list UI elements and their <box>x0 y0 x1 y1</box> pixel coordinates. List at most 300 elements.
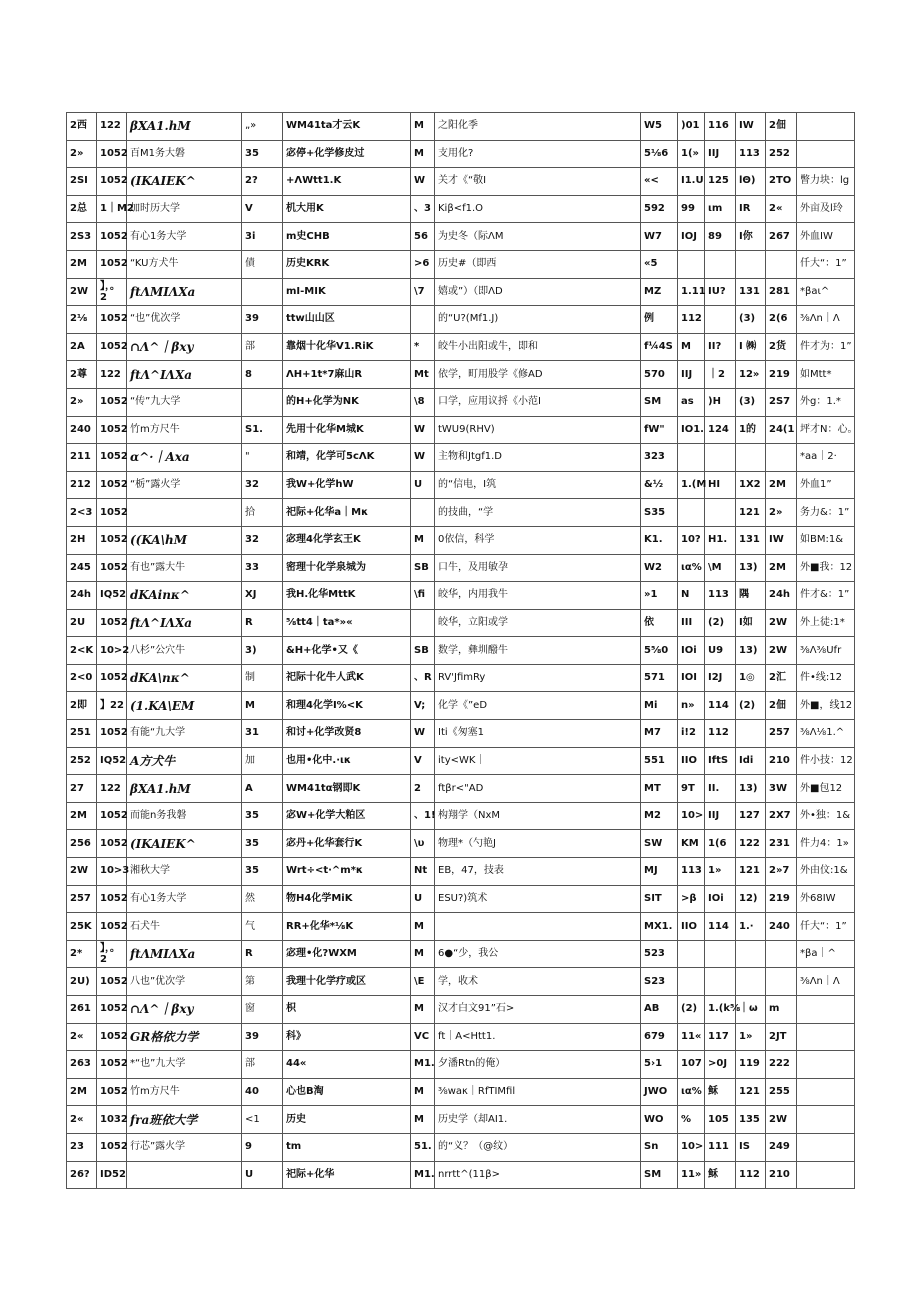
cell-code: 1052 <box>97 444 127 472</box>
cell-num-c: >0J <box>705 1051 736 1079</box>
cell-num-b: 11« <box>678 1023 705 1051</box>
cell-course: 物理*（勺艳J <box>435 830 641 858</box>
cell-num-d <box>736 968 766 996</box>
cell-num-b: 11» <box>678 1161 705 1189</box>
cell-name: dKAinκ^ <box>127 582 242 610</box>
cell-department: 我H.化华MttK <box>283 582 411 610</box>
cell-code: 1052 <box>97 416 127 444</box>
cell-num-c: II? <box>705 333 736 361</box>
cell-tag: 第 <box>242 968 283 996</box>
cell-num-a: MX1. <box>641 913 678 941</box>
cell-num-c: ｜2 <box>705 361 736 389</box>
cell-id: 25K <box>67 913 97 941</box>
cell-department: RR+化华*⅛K <box>283 913 411 941</box>
cell-tag: 窗 <box>242 996 283 1024</box>
cell-name: α^·｜Axa <box>127 444 242 472</box>
cell-num-c: 114 <box>705 913 736 941</box>
cell-name: βXA1.hM <box>127 113 242 141</box>
cell-id: 2M <box>67 1078 97 1106</box>
table-row <box>67 333 855 361</box>
cell-num-e: 2货 <box>766 333 797 361</box>
cell-tag: A <box>242 775 283 803</box>
cell-num-a: 551 <box>641 747 678 775</box>
cell-num-b: 10> <box>678 1133 705 1161</box>
cell-department: ⅝tt4｜ta*»« <box>283 609 411 637</box>
cell-name: 竹m方尺牛 <box>127 416 242 444</box>
cell-num-a: Mi <box>641 692 678 720</box>
cell-course: 学，收术 <box>435 968 641 996</box>
cell-num-c: I2J <box>705 664 736 692</box>
table-row <box>67 444 855 472</box>
cell-id: 2尊 <box>67 361 97 389</box>
cell-num-e: 2»7 <box>766 858 797 886</box>
cell-tag: 債 <box>242 250 283 278</box>
cell-department: WM41ta才云K <box>283 113 411 141</box>
cell-name: ftΛMIΛXa <box>127 940 242 968</box>
cell-department: 物H4化学MiK <box>283 885 411 913</box>
table-row <box>67 278 855 306</box>
cell-num-e <box>766 444 797 472</box>
cell-tag: 9 <box>242 1133 283 1161</box>
cell-name: (1.KA\EM <box>127 692 242 720</box>
cell-num-a: W2 <box>641 554 678 582</box>
cell-name: *“也”九大学 <box>127 1051 242 1079</box>
table-row <box>67 637 855 665</box>
cell-id: 2W <box>67 278 97 306</box>
cell-id: 2* <box>67 940 97 968</box>
cell-num-d: (2) <box>736 692 766 720</box>
cell-num-b: >β <box>678 885 705 913</box>
cell-department: 宓W+化学大粕区 <box>283 802 411 830</box>
cell-tag: 31 <box>242 720 283 748</box>
cell-tag: 35 <box>242 830 283 858</box>
cell-course <box>435 913 641 941</box>
cell-note: 外68IW <box>797 885 855 913</box>
table-row <box>67 554 855 582</box>
cell-num-a: SW <box>641 830 678 858</box>
cell-num-b: 9T <box>678 775 705 803</box>
cell-num-a: M7 <box>641 720 678 748</box>
cell-name: ∩Λ^｜βxy <box>127 996 242 1024</box>
cell-name: 有心1务大学 <box>127 885 242 913</box>
cell-num-b: IIO <box>678 913 705 941</box>
cell-course: 皎华，内用我牛 <box>435 582 641 610</box>
cell-id: 2SI <box>67 168 97 196</box>
cell-department: 我理十化学疗或区 <box>283 968 411 996</box>
cell-name: “也”优次学 <box>127 306 242 334</box>
cell-num-e: 281 <box>766 278 797 306</box>
cell-mark: \E <box>411 968 435 996</box>
cell-id: 257 <box>67 885 97 913</box>
cell-mark: 、3 <box>411 195 435 223</box>
cell-department: ΛH+1t*7麻山R <box>283 361 411 389</box>
cell-num-d: 1.· <box>736 913 766 941</box>
cell-course: 支用化? <box>435 140 641 168</box>
cell-name: (IKAIEK^ <box>127 168 242 196</box>
cell-code: 10>2 <box>97 637 127 665</box>
cell-tag: 加 <box>242 747 283 775</box>
cell-num-a: 592 <box>641 195 678 223</box>
cell-num-e <box>766 968 797 996</box>
cell-num-a: SM <box>641 388 678 416</box>
cell-num-c: )H <box>705 388 736 416</box>
cell-note: 外由伩:1& <box>797 858 855 886</box>
cell-course: tWU9(RHV) <box>435 416 641 444</box>
cell-num-e: 219 <box>766 885 797 913</box>
cell-tag: 拾 <box>242 499 283 527</box>
cell-num-d: ｜ω <box>736 996 766 1024</box>
table-row <box>67 858 855 886</box>
cell-num-b: n» <box>678 692 705 720</box>
cell-tag <box>242 388 283 416</box>
table-row <box>67 168 855 196</box>
cell-department: 先用十化华M城K <box>283 416 411 444</box>
cell-num-d: 12» <box>736 361 766 389</box>
cell-code: IQ52 <box>97 582 127 610</box>
cell-code: 1052 <box>97 802 127 830</box>
cell-code: 1052 <box>97 720 127 748</box>
cell-course: ⅜waκ｜RfTIMfil <box>435 1078 641 1106</box>
cell-num-c: \M <box>705 554 736 582</box>
cell-tag: 35 <box>242 140 283 168</box>
cell-note: 仟大“：1” <box>797 913 855 941</box>
cell-mark: 2 <box>411 775 435 803</box>
cell-num-a: AB <box>641 996 678 1024</box>
cell-id: 2U) <box>67 968 97 996</box>
cell-num-e: 2W <box>766 1106 797 1134</box>
cell-num-d: Idi <box>736 747 766 775</box>
cell-course: 数学，彝圳醱牛 <box>435 637 641 665</box>
cell-id: 240 <box>67 416 97 444</box>
cell-num-e: 257 <box>766 720 797 748</box>
cell-note: *βaι^ <box>797 278 855 306</box>
cell-name: βXA1.hM <box>127 775 242 803</box>
cell-num-a: «5 <box>641 250 678 278</box>
cell-num-e: 24h <box>766 582 797 610</box>
cell-num-c: U9 <box>705 637 736 665</box>
table-row <box>67 775 855 803</box>
table-row <box>67 471 855 499</box>
cell-name: 百M1务大磐 <box>127 140 242 168</box>
cell-department: ttw山山区 <box>283 306 411 334</box>
cell-code: 1052 <box>97 471 127 499</box>
cell-mark: V <box>411 747 435 775</box>
cell-num-c <box>705 968 736 996</box>
cell-mark: M <box>411 1106 435 1134</box>
cell-num-e: 2X7 <box>766 802 797 830</box>
cell-department: 也用•化中.·ικ <box>283 747 411 775</box>
cell-department: 宓理4化学玄王K <box>283 526 411 554</box>
cell-num-c: H1. <box>705 526 736 554</box>
cell-tag: XJ <box>242 582 283 610</box>
cell-name: 石犬牛 <box>127 913 242 941</box>
cell-tag: 2? <box>242 168 283 196</box>
cell-id: 2U <box>67 609 97 637</box>
cell-mark: M <box>411 940 435 968</box>
cell-department: 和理4化学I%<K <box>283 692 411 720</box>
cell-num-d: (3) <box>736 388 766 416</box>
cell-course: 历史#（即西 <box>435 250 641 278</box>
cell-course: 6●“少，我公 <box>435 940 641 968</box>
cell-name: ftΛ^IΛXa <box>127 609 242 637</box>
cell-num-b: KM <box>678 830 705 858</box>
cell-department: 和靖，化学可5cΛK <box>283 444 411 472</box>
cell-department: 的H+化学为NK <box>283 388 411 416</box>
cell-num-b: 113 <box>678 858 705 886</box>
cell-num-a: 571 <box>641 664 678 692</box>
cell-id: 2« <box>67 1106 97 1134</box>
cell-id: 27 <box>67 775 97 803</box>
cell-code: 1｜M2 <box>97 195 127 223</box>
cell-code: 1052 <box>97 168 127 196</box>
cell-num-a: Sn <box>641 1133 678 1161</box>
cell-note <box>797 1051 855 1079</box>
cell-num-c <box>705 306 736 334</box>
cell-note: 件力4：1» <box>797 830 855 858</box>
cell-name: dKA\nκ^ <box>127 664 242 692</box>
cell-mark: M <box>411 996 435 1024</box>
cell-num-c: 1(6 <box>705 830 736 858</box>
cell-code: 1052 <box>97 388 127 416</box>
cell-num-e: 249 <box>766 1133 797 1161</box>
cell-mark: \8 <box>411 388 435 416</box>
cell-num-b: I1.U <box>678 168 705 196</box>
cell-code: 1052 <box>97 885 127 913</box>
cell-num-a: SM <box>641 1161 678 1189</box>
cell-num-a: 570 <box>641 361 678 389</box>
cell-num-a: 5›1 <box>641 1051 678 1079</box>
cell-note: ⅜Λn｜Λ <box>797 306 855 334</box>
cell-num-c: 稣 <box>705 1161 736 1189</box>
cell-code: 1052 <box>97 1133 127 1161</box>
cell-course: ity<WK｜ <box>435 747 641 775</box>
cell-num-b <box>678 940 705 968</box>
cell-code: 1052 <box>97 1023 127 1051</box>
cell-department: +ΛWtt1.K <box>283 168 411 196</box>
table-row <box>67 1078 855 1106</box>
cell-num-c <box>705 444 736 472</box>
table-row <box>67 830 855 858</box>
cell-note: 仟大“：1” <box>797 250 855 278</box>
cell-num-b: 1.11 <box>678 278 705 306</box>
cell-name: fra班依大学 <box>127 1106 242 1134</box>
cell-id: 212 <box>67 471 97 499</box>
cell-course: 口牛，及用敏孕 <box>435 554 641 582</box>
cell-code: IQ52 <box>97 747 127 775</box>
cell-mark: \7 <box>411 278 435 306</box>
cell-num-e: 3W <box>766 775 797 803</box>
cell-num-e: 252 <box>766 140 797 168</box>
cell-note: 如Mtt* <box>797 361 855 389</box>
cell-tag: M <box>242 692 283 720</box>
table-row <box>67 885 855 913</box>
cell-id: 252 <box>67 747 97 775</box>
table-body <box>67 113 858 1189</box>
cell-num-e: 2佃 <box>766 692 797 720</box>
cell-num-b: ια% <box>678 1078 705 1106</box>
cell-num-b: 1.(M <box>678 471 705 499</box>
cell-num-d: 119 <box>736 1051 766 1079</box>
table-row <box>67 361 855 389</box>
cell-mark: Mt <box>411 361 435 389</box>
cell-id: 2<3 <box>67 499 97 527</box>
cell-num-d: IW <box>736 113 766 141</box>
cell-tag: R <box>242 940 283 968</box>
cell-course: 夕潘Rtn的俺） <box>435 1051 641 1079</box>
cell-num-c: ιm <box>705 195 736 223</box>
cell-id: 2即 <box>67 692 97 720</box>
cell-num-b: IOI <box>678 664 705 692</box>
cell-num-b: (2) <box>678 996 705 1024</box>
cell-id: 2<0 <box>67 664 97 692</box>
cell-name: A方犬牛 <box>127 747 242 775</box>
cell-num-c <box>705 250 736 278</box>
cell-num-d: lΘ) <box>736 168 766 196</box>
cell-num-d: 1» <box>736 1023 766 1051</box>
cell-course: 的“U?(Mf1.J) <box>435 306 641 334</box>
cell-num-d: I你 <box>736 223 766 251</box>
cell-id: 256 <box>67 830 97 858</box>
cell-num-a: W7 <box>641 223 678 251</box>
cell-course: 0依信，科学 <box>435 526 641 554</box>
cell-course: 汉才白文91”石> <box>435 996 641 1024</box>
cell-num-b: IIO <box>678 747 705 775</box>
cell-id: 2总 <box>67 195 97 223</box>
table-row <box>67 250 855 278</box>
cell-note: 务力&：1” <box>797 499 855 527</box>
cell-tag: 39 <box>242 1023 283 1051</box>
cell-num-c: 113 <box>705 582 736 610</box>
cell-tag: 然 <box>242 885 283 913</box>
cell-num-c: 稣 <box>705 1078 736 1106</box>
cell-mark: M <box>411 113 435 141</box>
cell-id: 2M <box>67 250 97 278</box>
cell-num-e: 267 <box>766 223 797 251</box>
cell-department: 祀际+化华a｜Mκ <box>283 499 411 527</box>
cell-name: ftΛ^IΛXa <box>127 361 242 389</box>
cell-code: 】，。 2 <box>97 278 127 306</box>
cell-tag: 32 <box>242 471 283 499</box>
cell-note: 外■包12 <box>797 775 855 803</box>
cell-id: 24h <box>67 582 97 610</box>
cell-code: 】22 <box>97 692 127 720</box>
cell-num-d: IR <box>736 195 766 223</box>
cell-num-c: HI <box>705 471 736 499</box>
cell-num-a: 679 <box>641 1023 678 1051</box>
cell-mark: 56 <box>411 223 435 251</box>
cell-note: 外血IW <box>797 223 855 251</box>
cell-course: 关才《“敬I <box>435 168 641 196</box>
cell-num-b: % <box>678 1106 705 1134</box>
cell-mark: 、R <box>411 664 435 692</box>
cell-code: 1052 <box>97 1051 127 1079</box>
cell-mark: M <box>411 526 435 554</box>
cell-department: 密理十化学泉城为 <box>283 554 411 582</box>
cell-tag: 33 <box>242 554 283 582</box>
cell-num-c: 124 <box>705 416 736 444</box>
table-row <box>67 1133 855 1161</box>
cell-num-e: 222 <box>766 1051 797 1079</box>
cell-id: 2» <box>67 140 97 168</box>
cell-department: 祀际+化华 <box>283 1161 411 1189</box>
cell-num-c: 1.(k⅝ <box>705 996 736 1024</box>
cell-mark: M <box>411 1078 435 1106</box>
cell-name: 行芯”露火学 <box>127 1133 242 1161</box>
cell-num-c: 114 <box>705 692 736 720</box>
table-row <box>67 940 855 968</box>
cell-mark: U <box>411 885 435 913</box>
cell-num-e: m <box>766 996 797 1024</box>
cell-mark: M <box>411 140 435 168</box>
cell-note <box>797 996 855 1024</box>
cell-code: 1052 <box>97 140 127 168</box>
cell-num-a: fW" <box>641 416 678 444</box>
cell-course: 嬉或”）（即ΛD <box>435 278 641 306</box>
cell-code: 1052 <box>97 499 127 527</box>
cell-tag: 制 <box>242 664 283 692</box>
cell-num-a: 例 <box>641 306 678 334</box>
cell-num-d: 113 <box>736 140 766 168</box>
cell-num-b: )01 <box>678 113 705 141</box>
cell-num-b: 112 <box>678 306 705 334</box>
cell-mark: * <box>411 333 435 361</box>
cell-num-d <box>736 940 766 968</box>
cell-note: 外■我：12 <box>797 554 855 582</box>
cell-num-e: 2» <box>766 499 797 527</box>
cell-department: 枳 <box>283 996 411 1024</box>
cell-note: 件才&：1” <box>797 582 855 610</box>
cell-mark: Nt <box>411 858 435 886</box>
cell-course: 口学，应用议捋《小范I <box>435 388 641 416</box>
cell-num-c: IOi <box>705 885 736 913</box>
cell-num-e: 210 <box>766 1161 797 1189</box>
cell-num-b <box>678 499 705 527</box>
cell-num-e: 219 <box>766 361 797 389</box>
cell-code: 1052 <box>97 996 127 1024</box>
cell-department: 宓丹+化华套行K <box>283 830 411 858</box>
cell-mark: \fi <box>411 582 435 610</box>
cell-id: 2S3 <box>67 223 97 251</box>
cell-name: 有也”露大牛 <box>127 554 242 582</box>
table-row <box>67 913 855 941</box>
data-sheet <box>66 112 858 1189</box>
cell-code: 122 <box>97 361 127 389</box>
cell-mark <box>411 499 435 527</box>
cell-department: 和讨+化学改贤8 <box>283 720 411 748</box>
cell-note <box>797 140 855 168</box>
cell-mark: W <box>411 720 435 748</box>
cell-code: 1032 <box>97 1106 127 1134</box>
cell-num-b: ια% <box>678 554 705 582</box>
cell-mark: W <box>411 168 435 196</box>
cell-num-d: 1的 <box>736 416 766 444</box>
cell-num-a: K1. <box>641 526 678 554</box>
cell-mark: M <box>411 913 435 941</box>
cell-id: 2» <box>67 388 97 416</box>
cell-mark: \υ <box>411 830 435 858</box>
cell-num-d: 122 <box>736 830 766 858</box>
cell-num-b: N <box>678 582 705 610</box>
cell-num-d: IS <box>736 1133 766 1161</box>
cell-num-b <box>678 444 705 472</box>
cell-num-d <box>736 250 766 278</box>
cell-tag: U <box>242 1161 283 1189</box>
table-row <box>67 223 855 251</box>
cell-num-b: 10? <box>678 526 705 554</box>
cell-num-e <box>766 940 797 968</box>
cell-department: 宓停+化学修皮过 <box>283 140 411 168</box>
cell-code: 122 <box>97 775 127 803</box>
